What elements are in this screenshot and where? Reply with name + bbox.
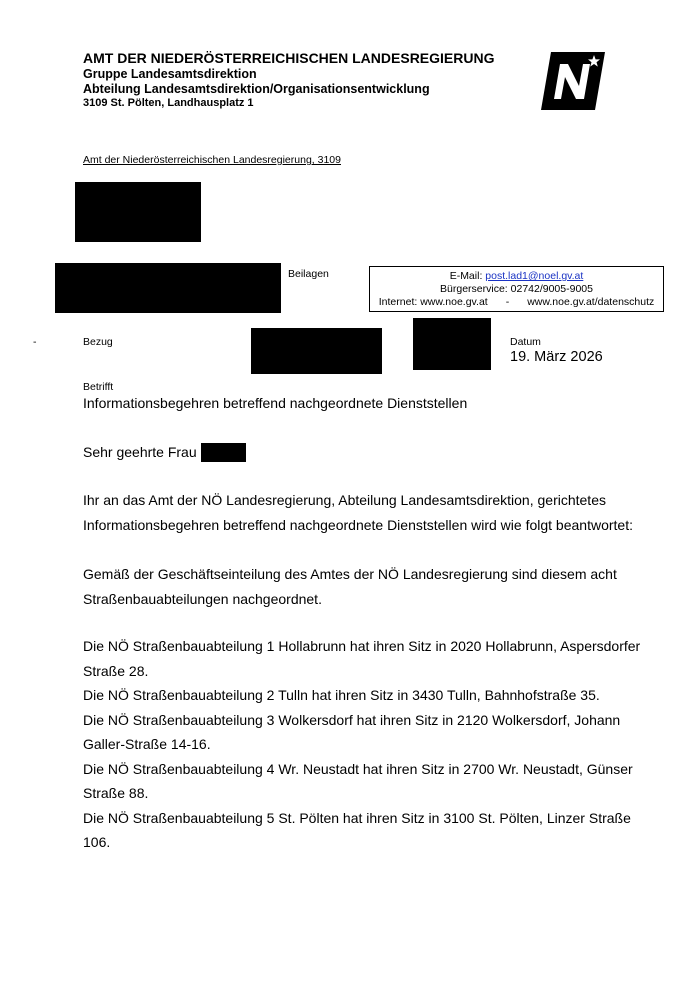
email-row <box>370 270 663 283</box>
group-name: Gruppe Landesamtsdirektion <box>83 67 257 81</box>
authority-address: 3109 St. Pölten, Landhausplatz 1 <box>83 97 254 109</box>
body-paragraph-2 <box>83 562 653 611</box>
betrifft-label: Betrifft <box>83 381 114 393</box>
body-paragraph-1-text: Ihr an das Amt der NÖ Landesregierung, Abteilung Landesamtsdirektion, gerichtetes Informationsbegehren betreffend nachgeordnete Dienststellen wird wie folgt beantwortet: <box>83 492 633 533</box>
department-name: Abteilung Landesamtsdirektion/Organisationsentwicklung <box>83 82 430 96</box>
authority-name: AMT DER NIEDERÖSTERREICHISCHEN LANDESREGIERUNG <box>83 50 495 66</box>
redacted-recipient-address <box>55 263 281 313</box>
department-list <box>83 634 653 855</box>
sender-return-address: Amt der Niederösterreichischen Landesregierung, 3109 <box>83 154 341 166</box>
department-item: Die NÖ Straßenbauabteilung 4 Wr. Neustadt hat ihren Sitz in 2700 Wr. Neustadt, Günser Straße 88. <box>83 760 633 801</box>
salutation: Sehr geehrte Frau <box>83 444 197 460</box>
letter-date: 19. März 2026 <box>510 349 603 365</box>
email-link[interactable]: post.lad1@noel.gv.at <box>485 270 584 282</box>
department-item: Die NÖ Straßenbauabteilung 3 Wolkersdorf hat ihren Sitz in 2120 Wolkersdorf, Johann Galler-Straße 14-16. <box>83 711 621 752</box>
department-item: Die NÖ Straßenbauabteilung 5 St. Pölten hat ihren Sitz in 3100 St. Pölten, Linzer Straße 106. <box>83 809 631 850</box>
subject-line: Informationsbegehren betreffend nachgeordnete Dienststellen <box>83 395 468 411</box>
datum-label: Datum <box>510 336 541 348</box>
dash-marker: - <box>33 336 37 348</box>
redacted-recipient-name <box>75 182 201 242</box>
department-item: Die NÖ Straßenbauabteilung 1 Hollabrunn hat ihren Sitz in 2020 Hollabrunn, Aspersdorfer Straße 28. <box>83 638 641 679</box>
noe-logo-icon <box>541 52 605 110</box>
internet-text: Internet: www.noe.gv.at <box>378 296 488 308</box>
datenschutz-text: www.noe.gv.at/datenschutz <box>527 296 655 308</box>
redacted-reference-2 <box>413 318 491 370</box>
body-paragraph-2-text: Gemäß der Geschäftseinteilung des Amtes der NÖ Landesregierung sind diesem acht Straßenbauabteilungen nachgeordnet. <box>83 566 617 607</box>
buergerservice-row: Bürgerservice: 02742/9005-9005 <box>440 283 593 295</box>
redacted-reference-1 <box>251 328 382 374</box>
email-label: E-Mail: <box>449 270 486 282</box>
department-item: Die NÖ Straßenbauabteilung 2 Tulln hat ihren Sitz in 3430 Tulln, Bahnhofstraße 35. <box>83 687 600 703</box>
internet-row <box>370 296 663 309</box>
redacted-salutation-name <box>201 443 246 462</box>
beilagen-label: Beilagen <box>288 268 329 280</box>
contact-box <box>369 266 664 312</box>
internet-separator: - <box>505 296 510 308</box>
bezug-label: Bezug <box>83 336 113 348</box>
body-paragraph-1 <box>83 488 653 537</box>
